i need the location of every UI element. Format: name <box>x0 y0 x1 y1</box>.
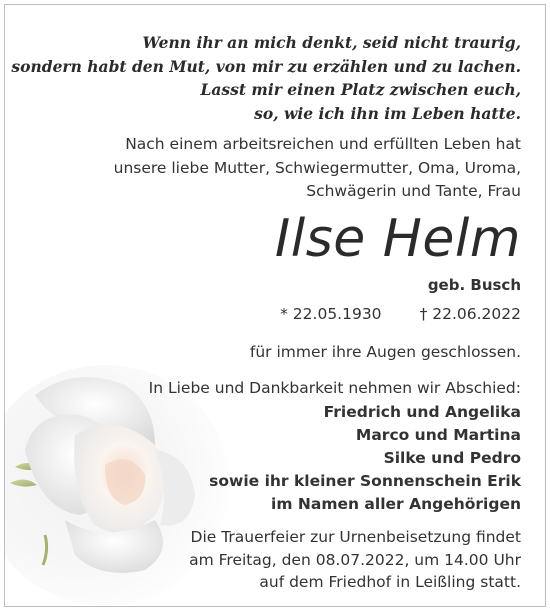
funeral-service-info <box>189 526 521 594</box>
maiden-name: geb. Busch <box>427 276 521 294</box>
service-line: auf dem Friedhof in Leißling statt. <box>259 573 521 591</box>
poem-line: Wenn ihr an mich denkt, seid nicht traurig, <box>142 33 521 52</box>
mourner-line: im Namen aller Angehörigen <box>271 495 521 513</box>
intro-line: unsere liebe Mutter, Schwiegermutter, Oma, Uroma, <box>113 158 521 177</box>
poem-line: Lasst mir einen Platz zwischen euch, <box>200 80 521 99</box>
life-dates <box>280 303 521 325</box>
intro-text <box>114 133 521 204</box>
mourner-line: Marco und Martina <box>355 426 521 444</box>
intro-line: Schwägerin und Tante, Frau <box>306 182 521 200</box>
poem-line: sondern habt den Mut, von mir zu erzählen und zu lachen. <box>11 56 521 76</box>
intro-line: Nach einem arbeitsreichen und erfüllten Leben hat <box>125 135 521 153</box>
mourner-line: Friedrich und Angelika <box>323 403 521 421</box>
poem-line: so, wie ich ihn im Leben hatte. <box>254 103 521 123</box>
farewell-text: In Liebe und Dankbarkeit nehmen wir Abschied: <box>148 379 521 397</box>
mourner-line: Silke und Pedro <box>383 449 521 467</box>
service-line: am Freitag, den 08.07.2022, um 14.00 Uhr <box>189 550 521 569</box>
mourners-list <box>209 401 521 516</box>
birth-date: * 22.05.1930 <box>280 305 382 323</box>
mourner-line: sowie ihr kleiner Sonnenschein Erik <box>209 472 521 490</box>
deceased-name: Ilse Helm <box>274 209 521 269</box>
obituary-card <box>4 4 546 607</box>
service-line: Die Trauerfeier zur Urnenbeisetzung findet <box>190 528 521 546</box>
death-date: † 22.06.2022 <box>419 305 521 323</box>
closed-eyes-text: für immer ihre Augen geschlossen. <box>249 343 521 361</box>
poem-quote <box>11 31 521 125</box>
